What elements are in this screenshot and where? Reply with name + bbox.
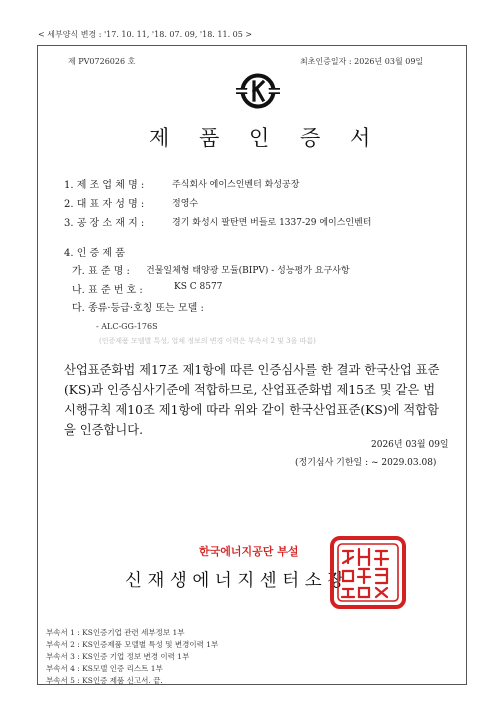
address-label: 3. 공 장 소 재 지 : [64,218,145,229]
document-title [149,122,369,150]
ceo-value: 정영수 [172,199,199,209]
standard-number-label: 나. 표 준 번 호 : [72,285,143,296]
attachment-item: 부속서 3 : KS인증 기업 정보 변경 이력 1부 [46,652,190,661]
issue-date: 2026년 03월 09일 [371,440,449,450]
title-char-1: 제 [149,126,170,150]
manufacturer-value: 주식회사 에이스인벤터 화성공장 [172,180,300,190]
attachment-item: 부속서 5 : KS인증 제품 신고서. 끝. [46,676,163,685]
manufacturer-label: 1. 제 조 업 체 명 : [64,180,145,191]
attachment-item: 부속서 2 : KS인증제품 모델별 특성 및 변경이력 1부 [46,640,219,649]
issuer-organization: 한국에너지공단 부설 [199,545,299,558]
standard-name-label: 가. 표 준 명 : [72,266,130,277]
seal-text [341,618,351,619]
title-char-3: 인 [249,126,270,150]
address-value: 경기 화성시 팔탄면 버들로 1337-29 에이스인벤터 [172,218,372,228]
attachment-list [46,627,218,687]
revision-note: < 세부양식 변경 : '17. 10. 11, '18. 07. 09, '18. 11. 05 > [38,30,253,39]
model-history-note: (인증제품 모델별 특성, 업체 정보의 변경 이력은 부속서 2 및 3을 따름) [99,337,316,345]
attachment-item: 부속서 4 : KS모델 인증 리스트 1부 [46,664,163,673]
issuer-title: 신 재 생 에 너 지 센 터 소 장 [125,571,345,591]
title-char-4: 증 [300,126,321,150]
first-certification-date: 최초인증일자 : 2026년 03월 09일 [300,57,424,66]
certification-statement: 산업표준화법 제17조 제1항에 따른 인증심사를 한 결과 한국산업 표준(KS)과 인증심사기준에 적합하므로, 산업표준화법 제15조 및 같은 법 시행규칙 제10조 제1항에 따라 위와 같이 한국산업표준(KS)에 적합함을 인증합니다. [64,363,440,437]
title-char-5: 서 [350,126,371,150]
ceo-label: 2. 대 표 자 성 명 : [64,199,145,210]
product-header: 4. 인 증 제 품 [64,248,125,259]
official-seal-icon [329,535,407,610]
standard-number-value: KS C 8577 [174,282,223,292]
model-value: - ALC-GG-176S [96,322,158,331]
validity-period: (정기심사 기한일 : ~ 2029.03.08) [295,458,437,468]
standard-name-value: 건물일체형 태양광 모듈(BIPV) - 성능평가 요구사항 [146,266,350,276]
model-label: 다. 종류·등급·호칭 또는 모델 : [72,303,204,314]
ks-mark-icon [236,70,280,112]
title-char-2: 품 [199,126,220,150]
attachment-item: 부속서 1 : KS인증기업 관련 세부정보 1부 [46,628,185,637]
certificate-number: 제 PV0726026 호 [68,57,136,66]
